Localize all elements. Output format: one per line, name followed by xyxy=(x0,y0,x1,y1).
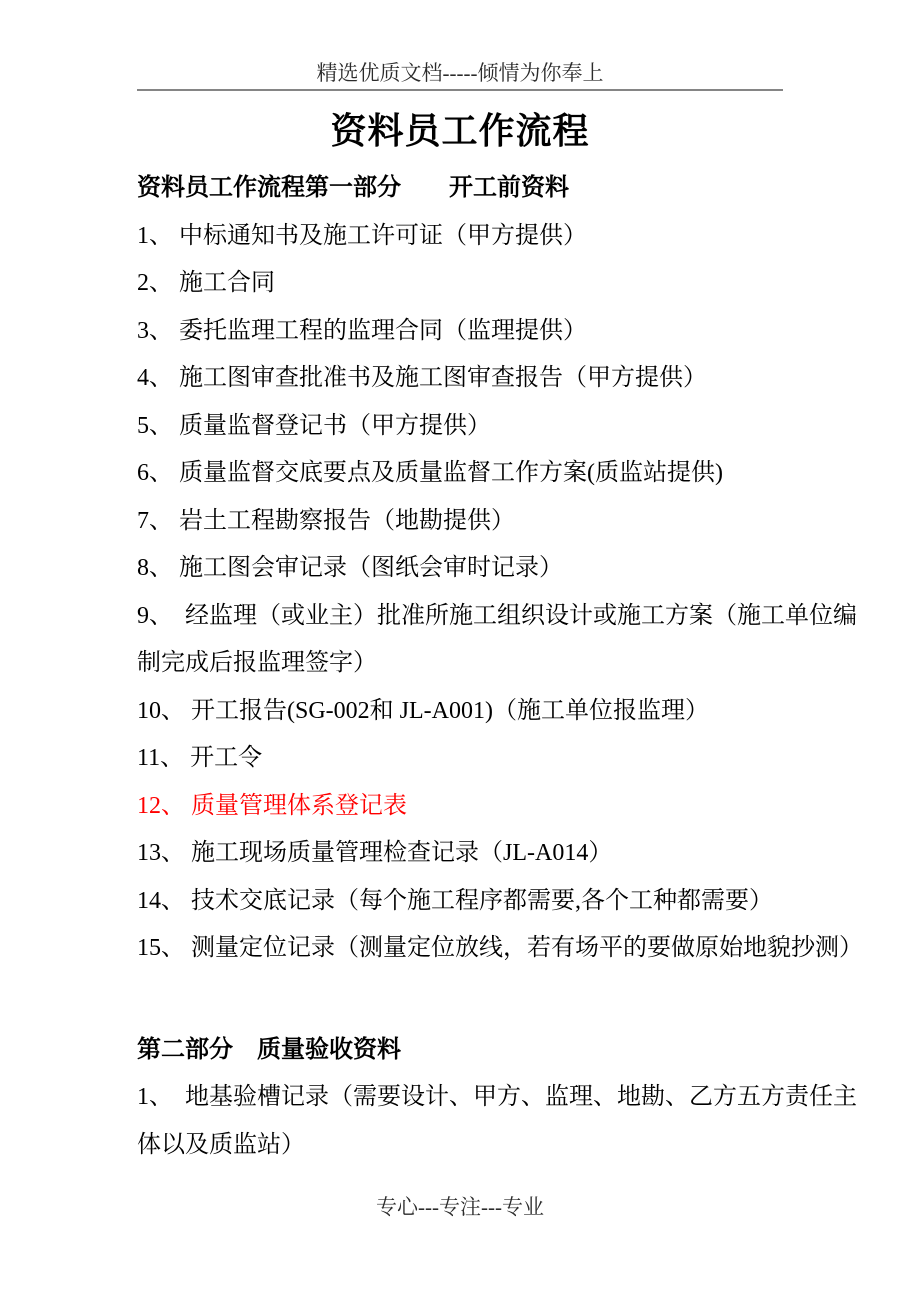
footer-text: 专心---专注---专业 xyxy=(376,1195,544,1219)
list-item: 10、 开工报告(SG-002和 JL-A001)（施工单位报监理） xyxy=(137,697,709,724)
section xyxy=(137,165,863,973)
page-footer xyxy=(0,1194,920,1221)
list-item: 5、 质量监督登记书（甲方提供） xyxy=(137,412,491,439)
section-heading: 第二部分 质量验收资料 xyxy=(137,1036,401,1063)
list-item: 12、 质量管理体系登记表 xyxy=(137,792,407,819)
list-item: 11、 开工令 xyxy=(137,745,263,771)
section-heading: 资料员工作流程第一部分 开工前资料 xyxy=(137,175,569,201)
list-item: 9、 经监理（或业主）批准所施工组织设计或施工方案（施工单位编制完成后报监理签字） xyxy=(137,602,857,676)
document-sections xyxy=(137,165,863,1169)
list-item: 3、 委托监理工程的监理合同（监理提供） xyxy=(137,317,587,344)
page-title: 资料员工作流程 xyxy=(330,111,590,151)
list-item: 1、 中标通知书及施工许可证（甲方提供） xyxy=(137,222,587,249)
list-item: 13、 施工现场质量管理检查记录（JL-A014） xyxy=(137,840,613,866)
list-item: 2、 施工合同 xyxy=(137,270,275,296)
list-item: 8、 施工图会审记录（图纸会审时记录） xyxy=(137,555,563,581)
section xyxy=(137,1027,863,1170)
list-item: 7、 岩土工程勘察报告（地勘提供） xyxy=(137,507,515,534)
header-text: 精选优质文档-----倾情为你奉上 xyxy=(316,61,604,85)
page-header xyxy=(137,0,783,91)
list-item: 15、 测量定位记录（测量定位放线，若有场平的要做原始地貌抄测） xyxy=(137,935,863,961)
list-item: 6、 质量监督交底要点及质量监督工作方案(质监站提供) xyxy=(137,460,723,486)
list-item: 14、 技术交底记录（每个施工程序都需要,各个工种都需要） xyxy=(137,887,773,914)
list-item: 4、 施工图审查批准书及施工图审查报告（甲方提供） xyxy=(137,365,707,391)
list-item: 1、 地基验槽记录（需要设计、甲方、监理、地勘、乙方五方责任主体以及质监站） xyxy=(137,1084,857,1158)
